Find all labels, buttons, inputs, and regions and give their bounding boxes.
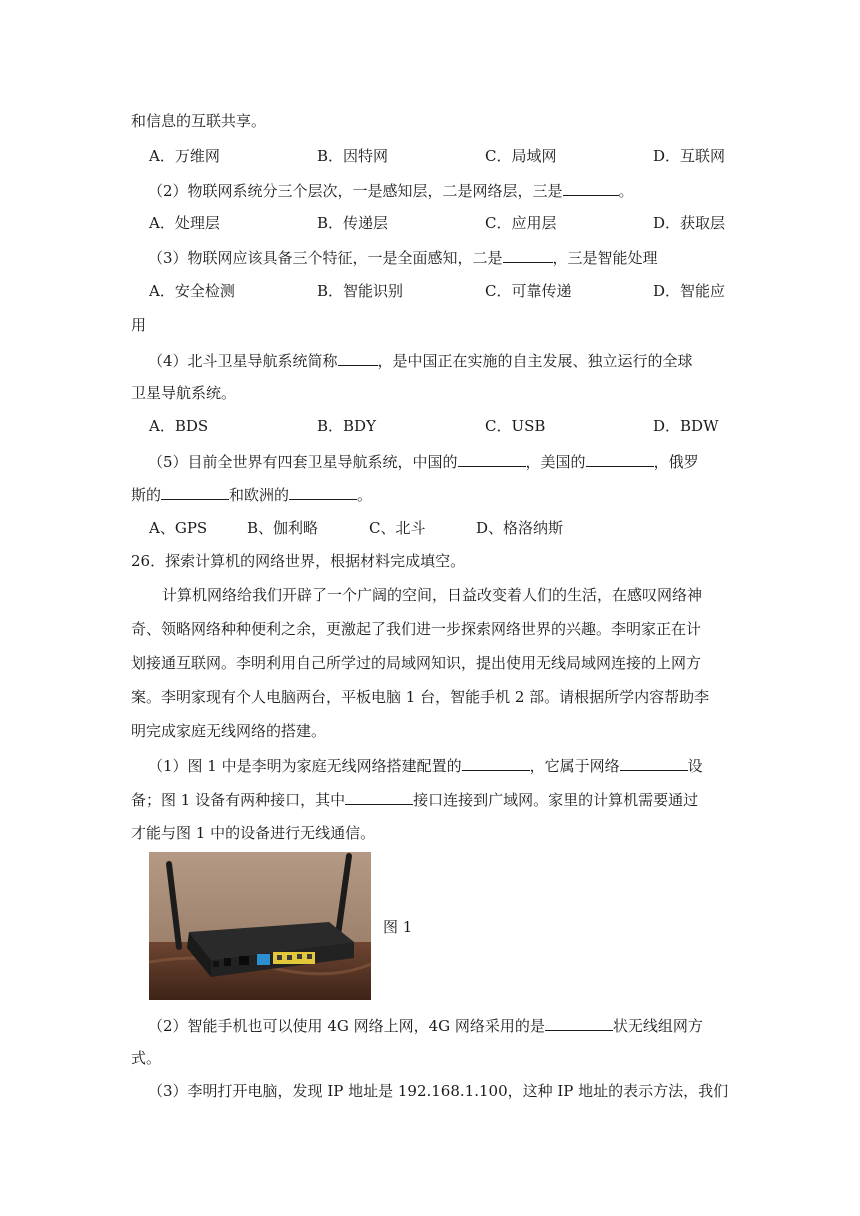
question-text: 状无线组网方: [612, 1017, 703, 1035]
question-text: 接口连接到广域网。家里的计算机需要通过: [413, 791, 699, 809]
option-d: D．获取层: [653, 214, 726, 232]
question-text: ，是中国正在实施的自主发展、独立运行的全球: [377, 352, 693, 370]
option-a: A．安全检测: [149, 282, 235, 300]
question-text: （3）物联网应该具备三个特征，一是全面感知，二是: [148, 249, 503, 267]
question-text: （4）北斗卫星导航系统简称: [148, 352, 338, 370]
question-text: ，三是智能处理: [552, 249, 658, 267]
text-line: 奇、领略网络种种便利之余，更激起了我们进一步探索网络世界的兴趣。李明家正在计: [131, 620, 702, 638]
option-a: A．万维网: [149, 147, 220, 165]
answer-blank: [620, 755, 688, 771]
question-text: 。: [618, 182, 634, 200]
answer-blank: [345, 789, 413, 805]
question-text: （2）智能手机也可以使用 4G 网络上网，4G 网络采用的是: [148, 1017, 545, 1035]
question-text: 和欧洲的: [229, 486, 290, 504]
question-text: （1）图 1 中是李明为家庭无线网络搭建配置的: [148, 757, 462, 775]
sub-question-1-wrap: [131, 789, 698, 810]
answer-blank: [563, 180, 619, 196]
question-text: ，美国的: [525, 453, 586, 471]
option-c: C．应用层: [485, 214, 557, 232]
option-d: D．BDW: [653, 417, 719, 435]
question-text: 斯的: [131, 486, 162, 504]
option-c: C．USB: [485, 417, 546, 435]
option-d: D．智能应: [653, 282, 726, 300]
option-a: A．BDS: [149, 417, 209, 435]
option-b: B．BDY: [317, 417, 376, 435]
option-b: B．传递层: [317, 214, 389, 232]
answer-blank: [289, 484, 357, 500]
answer-blank: [338, 350, 378, 366]
router-image: [149, 852, 371, 1000]
question-text: 设: [687, 757, 703, 775]
text-line: 明完成家庭无线网络的搭建。: [131, 722, 327, 740]
text-line: 和信息的互联共享。: [131, 112, 267, 130]
answer-blank: [586, 451, 654, 467]
question-text: 。: [357, 486, 373, 504]
option-d: D、格洛纳斯: [476, 519, 564, 537]
answer-blank: [462, 755, 530, 771]
question-text: （5）目前全世界有四套卫星导航系统，中国的: [148, 453, 458, 471]
text-line: 计算机网络给我们开辟了一个广阔的空间，日益改变着人们的生活，在感叹网络神: [162, 586, 703, 604]
question-5: [148, 451, 699, 472]
question-text: 备；图 1 设备有两种接口，其中: [131, 791, 346, 809]
answer-blank: [161, 484, 229, 500]
figure-caption: 图 1: [383, 918, 413, 936]
option-a: A．处理层: [149, 214, 220, 232]
option-b: B．因特网: [317, 147, 389, 165]
question-text: ，它属于网络: [529, 757, 620, 775]
text-line: 式。: [131, 1049, 162, 1067]
option-b: B、伽利略: [247, 519, 319, 537]
option-b: B．智能识别: [317, 282, 404, 300]
question-5-wrap: [131, 484, 372, 505]
question-2: [148, 180, 634, 201]
question-text: ，俄罗: [653, 453, 699, 471]
option-a: A、GPS: [149, 519, 208, 537]
answer-blank: [545, 1015, 613, 1031]
question-3: [148, 247, 658, 268]
question-4: [148, 350, 693, 371]
answer-blank: [503, 247, 553, 263]
sub-question-2: [148, 1015, 703, 1036]
option-c: C、北斗: [369, 519, 426, 537]
option-c: C．局域网: [485, 147, 557, 165]
router-photo: [149, 852, 371, 1000]
option-d: D．互联网: [653, 147, 726, 165]
question-26-title: 26．探索计算机的网络世界，根据材料完成填空。: [131, 552, 466, 570]
text-line: 卫星导航系统。: [131, 384, 237, 402]
text-line: 用: [131, 316, 147, 334]
sub-question-3: （3）李明打开电脑，发现 IP 地址是 192.168.1.100，这种 IP 地址的表示方法，我们: [148, 1082, 729, 1100]
answer-blank: [458, 451, 526, 467]
text-line: 才能与图 1 中的设备进行无线通信。: [131, 824, 376, 842]
option-c: C．可靠传递: [485, 282, 572, 300]
sub-question-1: [148, 755, 703, 776]
text-line: 案。李明家现有个人电脑两台，平板电脑 1 台，智能手机 2 部。请根据所学内容帮助李: [131, 688, 710, 706]
text-line: 划接通互联网。李明利用自己所学过的局域网知识，提出使用无线局域网连接的上网方: [131, 654, 702, 672]
question-text: （2）物联网系统分三个层次，一是感知层，二是网络层，三是: [148, 182, 563, 200]
